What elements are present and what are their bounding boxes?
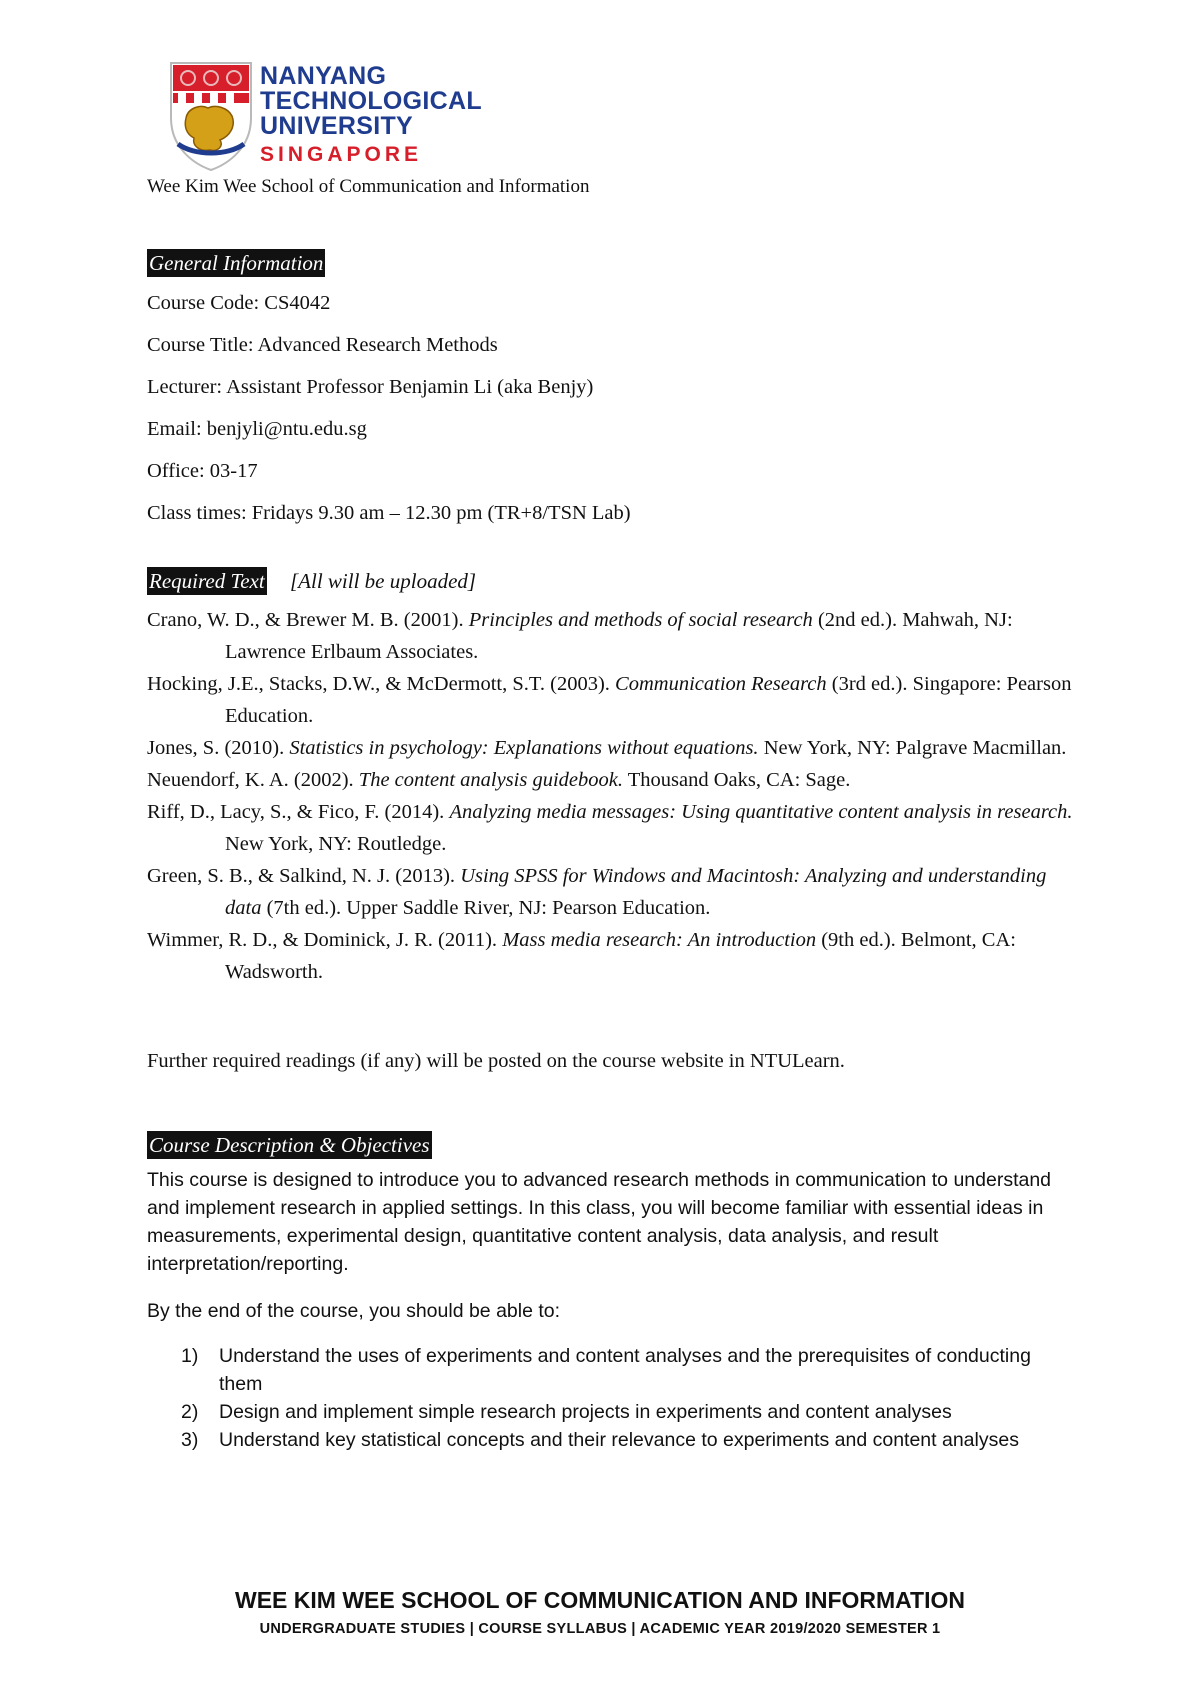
reference-list — [147, 604, 1077, 988]
logo-line-3: UNIVERSITY — [260, 112, 414, 140]
general-info-heading: General Information — [149, 251, 324, 275]
reference-item: Riff, D., Lacy, S., & Fico, F. (2014). Analyzing media messages: Using quantitative content analysis in research. New York, NY: Routledge. — [147, 801, 1073, 855]
course-description-heading: Course Description & Objectives — [149, 1133, 430, 1157]
email: Email: benjyli@ntu.edu.sg — [147, 418, 367, 440]
logo-line-2: TECHNOLOGICAL — [260, 87, 482, 115]
reference-item: Wimmer, R. D., & Dominick, J. R. (2011). Mass media research: An introduction (9th ed.). Belmont, CA: Wadsworth. — [147, 929, 1016, 983]
ntu-crest-icon — [168, 60, 254, 172]
objective-item: 3) Understand key statistical concepts and their relevance to experiments and content analyses — [181, 1429, 1019, 1451]
objectives-intro: By the end of the course, you should be able to: — [147, 1300, 561, 1322]
course-title: Course Title: Advanced Research Methods — [147, 334, 498, 356]
reference-item: Green, S. B., & Salkind, N. J. (2013). Using SPSS for Windows and Macintosh: Analyzing and understanding data (7th ed.). Upper Saddle River, NJ: Pearson Education. — [147, 865, 1047, 919]
logo-wordmark — [260, 64, 482, 167]
school-name: Wee Kim Wee School of Communication and Information — [147, 176, 590, 197]
class-times: Class times: Fridays 9.30 am – 12.30 pm (TR+8/TSN Lab) — [147, 502, 631, 524]
reference-item: Jones, S. (2010). Statistics in psychology: Explanations without equations. New York, NY: Palgrave Macmillan. — [147, 737, 1067, 759]
lecturer: Lecturer: Assistant Professor Benjamin Li (aka Benjy) — [147, 376, 594, 398]
reference-item: Hocking, J.E., Stacks, D.W., & McDermott, S.T. (2003). Communication Research (3rd ed.). Singapore: Pearson Education. — [147, 673, 1072, 727]
further-readings: Further required readings (if any) will be posted on the course website in NTULearn. — [147, 1050, 845, 1072]
reference-item: Neuendorf, K. A. (2002). The content analysis guidebook. Thousand Oaks, CA: Sage. — [147, 769, 851, 791]
footer-subtitle: UNDERGRADUATE STUDIES | COURSE SYLLABUS | ACADEMIC YEAR 2019/2020 SEMESTER 1 — [259, 1621, 941, 1637]
objectives-list — [147, 1342, 1047, 1454]
objective-item: 2) Design and implement simple research projects in experiments and content analyses — [181, 1401, 952, 1423]
required-text-note: [All will be uploaded] — [290, 569, 477, 593]
office: Office: 03-17 — [147, 460, 258, 482]
footer-school-name: WEE KIM WEE SCHOOL OF COMMUNICATION AND INFORMATION — [235, 1587, 965, 1613]
logo-line-4: SINGAPORE — [260, 143, 423, 166]
reference-item: Crano, W. D., & Brewer M. B. (2001). Principles and methods of social research (2nd ed.). Mahwah, NJ: Lawrence Erlbaum Associates. — [147, 609, 1013, 663]
objective-item: 1) Understand the uses of experiments and content analyses and the prerequisites of conducting them — [181, 1345, 1031, 1395]
ntu-logo — [168, 60, 488, 170]
logo-line-1: NANYANG — [260, 62, 387, 90]
course-code: Course Code: CS4042 — [147, 292, 331, 314]
required-text-heading: Required Text — [149, 569, 265, 593]
course-description-text: This course is designed to introduce you to advanced research methods in communication to understand and implement research in applied settings. In this class, you will become familiar with essential ideas in measurements, experimental design, quantitative content analysis, data analysis, and result interpretation/reporting. — [147, 1169, 1052, 1275]
